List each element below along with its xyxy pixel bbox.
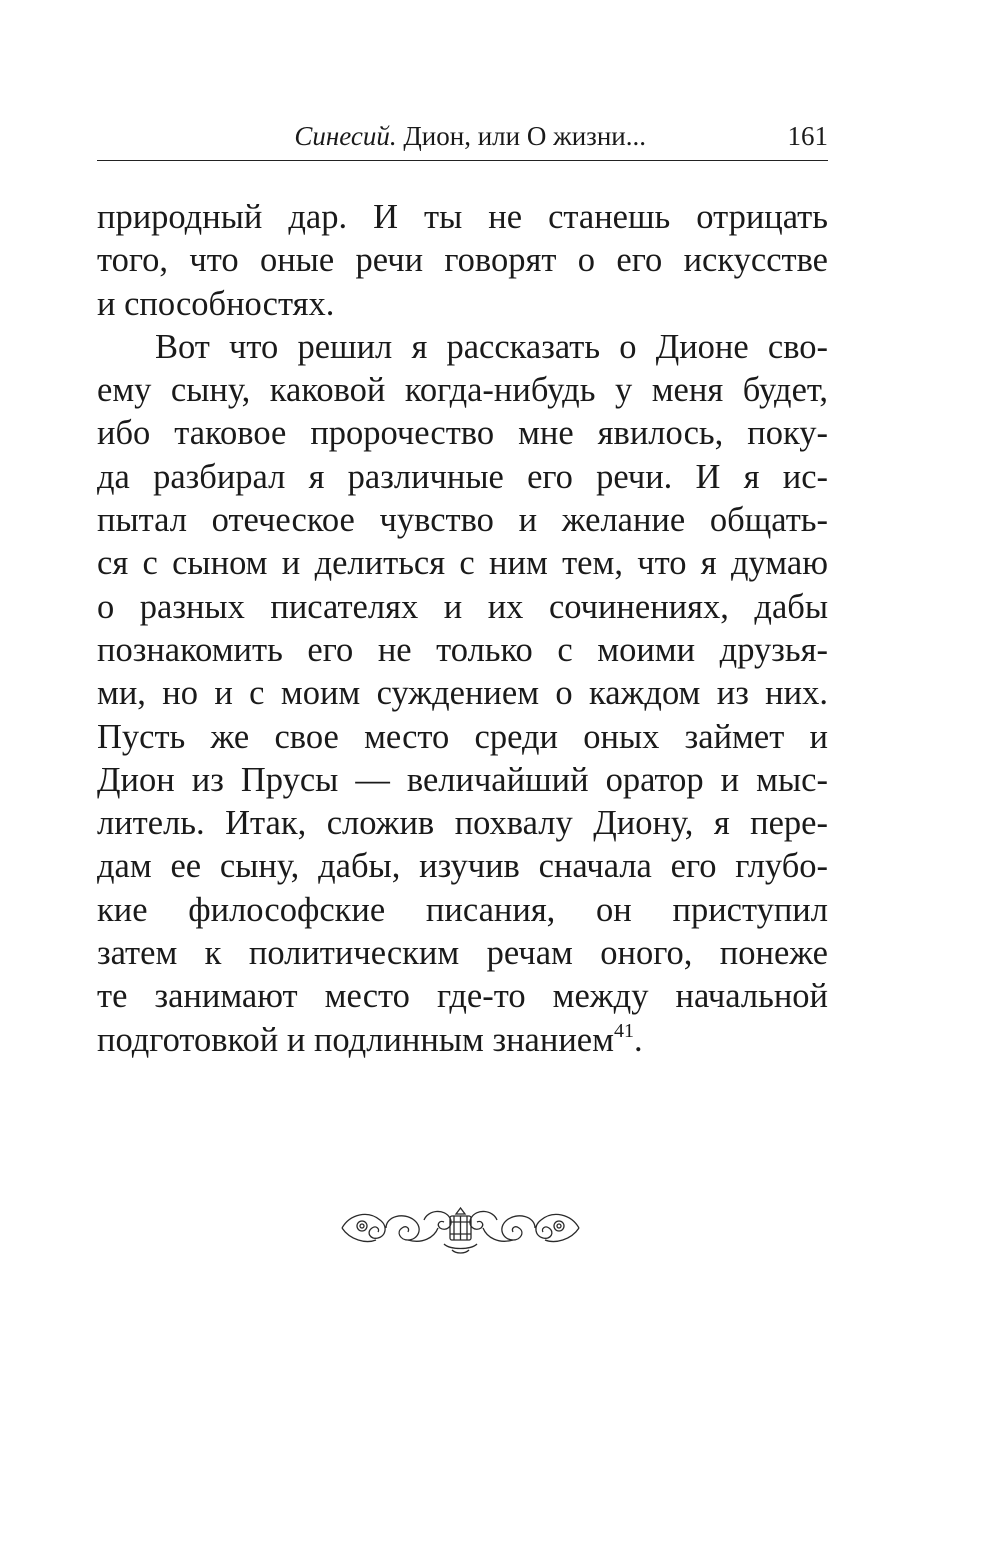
text-line: да разбирал я различные его речи. И я ис- <box>97 457 828 496</box>
footnote-ref[interactable]: 41 <box>613 1019 634 1042</box>
text-line: кие философские писания, он приступил <box>97 890 828 929</box>
text-line: познакомить его не только с моими друзья- <box>97 630 828 669</box>
text-line: дам ее сыну, дабы, изучив сначала его глубо- <box>97 847 828 886</box>
text-line: о разных писателях и их сочинениях, дабы <box>97 587 828 626</box>
text-line: природный дар. И ты не станешь отрицать <box>97 198 828 236</box>
text-line: те занимают место где-то между начальной <box>97 977 828 1016</box>
text-line: ибо таковое пророчество мне явилось, поку- <box>97 414 828 453</box>
text-line: пытал отеческое чувство и желание общать- <box>97 501 828 540</box>
body-text <box>97 196 828 1062</box>
text-line-final <box>97 1019 828 1062</box>
text-line: Пусть же свое место среди оных займет и <box>97 717 828 756</box>
page-number: 161 <box>787 121 828 151</box>
text-line: затем к политическим речам оного, понеже <box>97 934 828 973</box>
decorative-scroll-ornament-icon <box>338 1200 583 1256</box>
text-line: ему сыну, каковой когда-нибудь у меня будет, <box>97 371 828 410</box>
final-punct: . <box>633 1020 643 1059</box>
text-line: и способностях. <box>97 284 335 323</box>
running-title-text: Дион, или О жизни... <box>396 121 646 151</box>
running-title <box>294 121 646 152</box>
text-line: ми, но и с моим суждением о каждом из них. <box>97 674 828 713</box>
text-line: Вот что решил я рассказать о Дионе сво- <box>155 327 828 366</box>
text-line: Дион из Прусы — величайший оратор и мыс- <box>97 760 828 799</box>
text-line: ся с сыном и делиться с ним тем, что я думаю <box>97 544 828 583</box>
running-title-author: Синесий. <box>294 121 397 151</box>
text-line: литель. Итак, сложив похвалу Диону, я пере- <box>97 804 828 843</box>
text-line: того, что оные речи говорят о его искусстве <box>97 241 828 280</box>
final-line-text: подготовкой и подлинным знанием <box>97 1020 614 1059</box>
running-header <box>97 118 828 161</box>
